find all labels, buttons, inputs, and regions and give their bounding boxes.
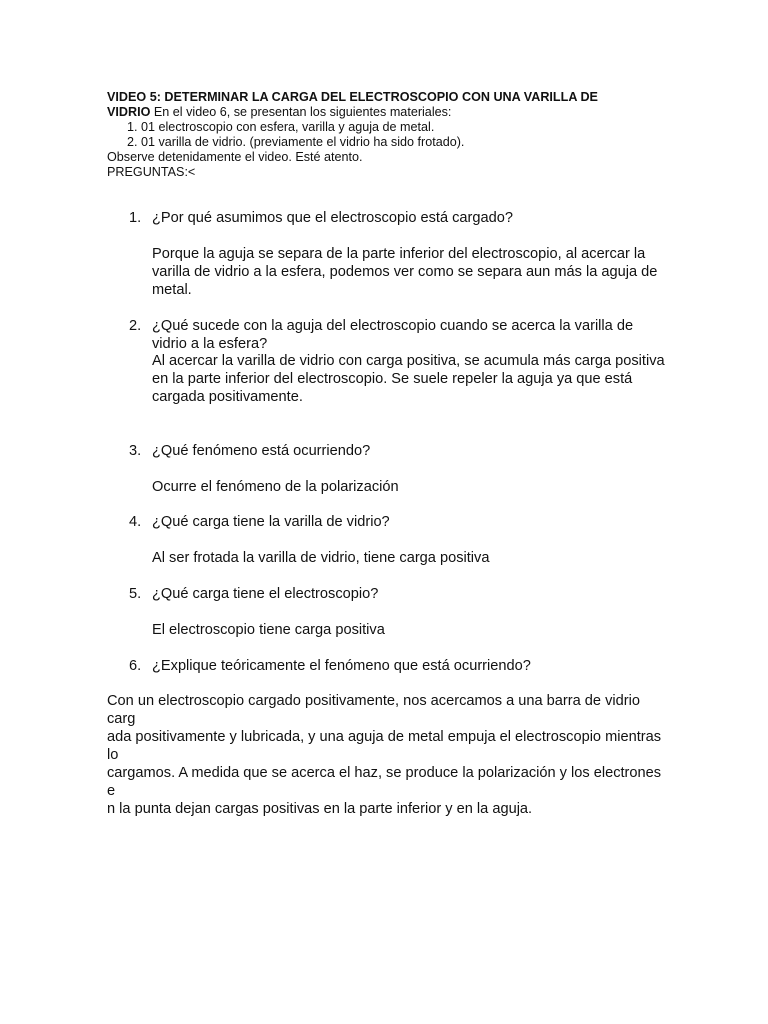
answer-1: Porque la aguja se separa de la parte inferior del electroscopio, al acercar la varilla de vidrio a la esfera, podemos ver como se separa aun más la aguja de metal.	[152, 246, 658, 298]
answer-3: Ocurre el fenómeno de la polarización	[152, 479, 399, 495]
title-line-2	[107, 105, 667, 120]
instruction-text: Observe detenidamente el video. Esté atento.	[107, 150, 363, 164]
answer-4: Al ser frotada la varilla de vidrio, tiene carga positiva	[152, 550, 490, 566]
intro-text: En el video 6, se presentan los siguientes materiales:	[150, 105, 452, 119]
paragraph-line: n la punta dejan cargas positivas en la parte inferior y en la aguja.	[107, 801, 533, 817]
question-2: 2. ¿Qué sucede con la aguja del electroscopio cuando se acerca la varilla de vidrio a la esfera?	[129, 318, 634, 352]
title-vidrio: VIDRIO	[107, 105, 151, 119]
paragraph-line: cargamos. A medida que se acerca el haz, se produce la polarización y los electrones e	[107, 765, 662, 799]
question-6: 6. ¿Explique teóricamente el fenómeno que está ocurriendo?	[129, 658, 531, 674]
document-header	[107, 90, 667, 180]
preguntas-label: PREGUNTAS:<	[107, 165, 196, 179]
title-line-1: VIDEO 5: DETERMINAR LA CARGA DEL ELECTROSCOPIO CON UNA VARILLA DE	[107, 90, 598, 104]
final-paragraph	[107, 692, 667, 818]
answer-5: El electroscopio tiene carga positiva	[152, 622, 385, 638]
question-1: 1. ¿Por qué asumimos que el electroscopio está cargado?	[129, 210, 513, 226]
paragraph-line: Con un electroscopio cargado positivamente, nos acercamos a una barra de vidrio carg	[107, 693, 640, 727]
paragraph-line: ada positivamente y lubricada, y una aguja de metal empuja el electroscopio mientras lo	[107, 729, 662, 763]
material-item: 1. 01 electroscopio con esfera, varilla y aguja de metal.	[127, 120, 435, 134]
question-5: 5. ¿Qué carga tiene el electroscopio?	[129, 586, 379, 602]
answer-2: Al acercar la varilla de vidrio con carga positiva, se acumula más carga positiva en la parte inferior del electroscopio. Se suele repeler la aguja ya que está cargada positivamente.	[152, 353, 665, 405]
question-3: 3. ¿Qué fenómeno está ocurriendo?	[129, 443, 371, 459]
question-4: 4. ¿Qué carga tiene la varilla de vidrio?	[129, 514, 390, 530]
material-item: 2. 01 varilla de vidrio. (previamente el vidrio ha sido frotado).	[127, 135, 465, 149]
